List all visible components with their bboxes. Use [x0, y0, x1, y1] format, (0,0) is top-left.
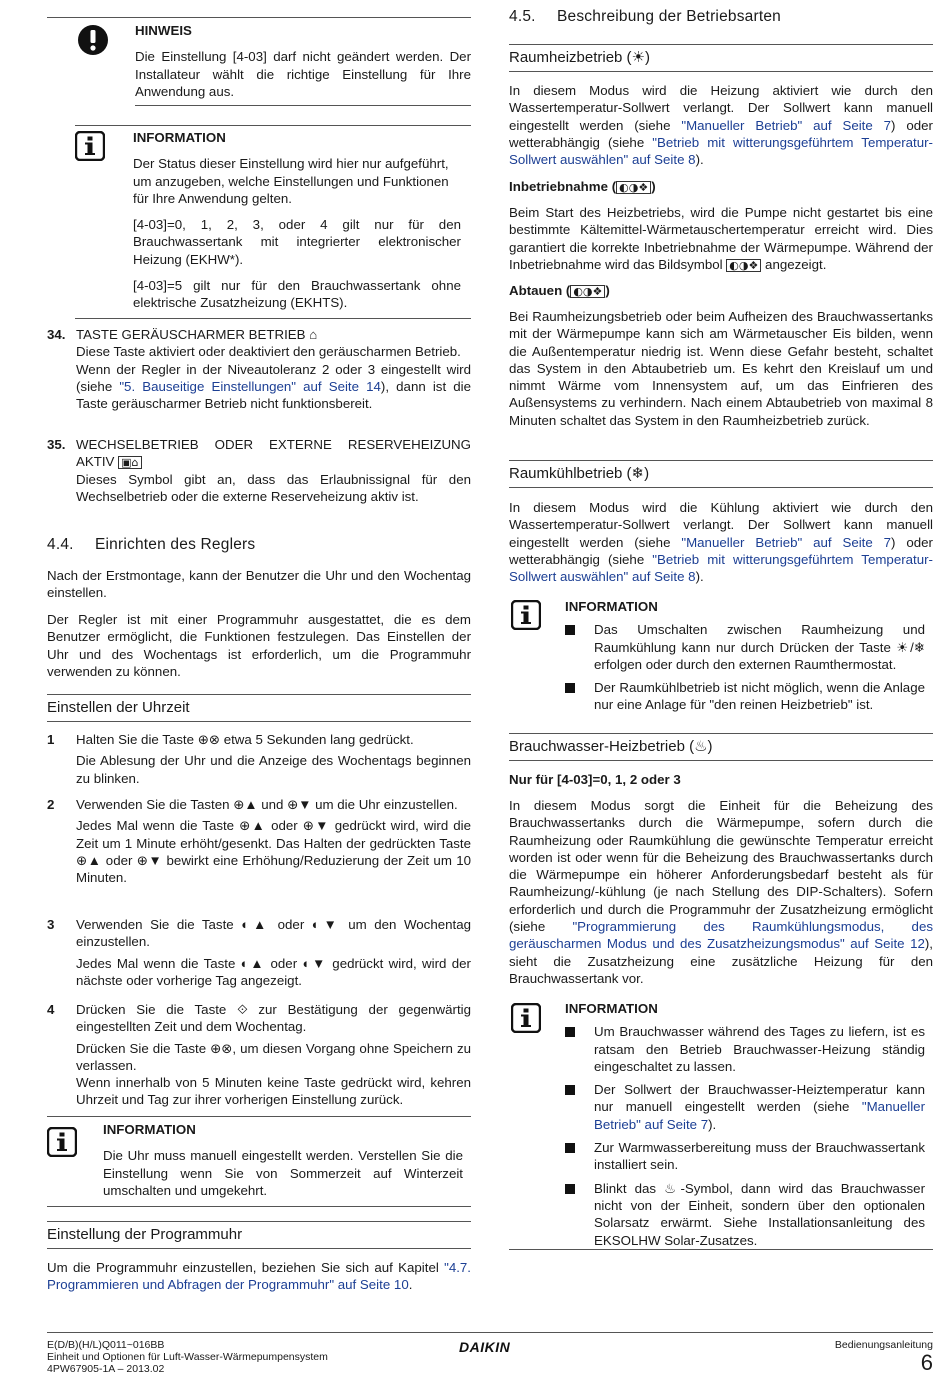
- paragraph-text: ) oder wetterabhängig (siehe: [509, 117, 933, 150]
- divider: [135, 105, 471, 106]
- info-icon: [75, 131, 105, 161]
- hinweis-title: HINWEIS: [135, 23, 192, 38]
- paragraph: [509, 797, 933, 987]
- item-title: TASTE GERÄUSCHARMER BETRIEB: [76, 327, 306, 342]
- step-text: Verwenden Sie die Tasten ⊕▲ und ⊕▼ um die Uhr einzustellen.: [76, 797, 458, 812]
- paragraph-text: ) oder wetterabhängig (siehe: [509, 534, 933, 567]
- info-title: INFORMATION: [103, 1122, 196, 1137]
- info-note-dhw: [509, 1000, 933, 1249]
- info-icon: [47, 1127, 77, 1157]
- hinweis-note: [47, 22, 471, 100]
- info-icon: [511, 1003, 541, 1033]
- link-field-settings[interactable]: "5. Bauseitige Einstellungen" auf Seite 14: [119, 378, 381, 394]
- footer-model: E(D/B)(H/L)Q011~016BB: [47, 1339, 165, 1351]
- info-paragraph: [4-03]=0, 1, 2, 3, oder 4 gilt nur für den Brauchwassertank mit integrierter elektronischer Heizung (EKHW*).: [133, 217, 461, 267]
- paragraph-text: In diesem Modus sorgt die Einheit für die Beheizung des Brauchwassertanks durch die Wärmepumpe, sofern durch die Raumheizung oder Raumkühlung die gewünschte Temperatur erreicht worden ist oder wenn für die Beheizung des Brauchwassertanks durch die Wärmepumpe ein höherer Anforderungsbedarf besteht als für Raumheizung/-kühlung (je nach Stellung des DIP-Schalters). Sofern erforderlich und durch die Programmuhr der Zusatzheizung ermöglicht (siehe: [509, 798, 933, 935]
- divider: [75, 125, 471, 126]
- subtitle-dhw-condition: Nur für [4-03]=0, 1, 2 oder 3: [509, 772, 681, 787]
- step-1: [47, 731, 471, 787]
- exclamation-icon: [77, 24, 109, 56]
- link-weather-dependent[interactable]: "Betrieb mit witterungsgeführtem Temperatur-Sollwert auswählen" auf Seite 8: [509, 134, 933, 168]
- item-title: WECHSELBETRIEB ODER EXTERNE RESERVEHEIZUNG AKTIV: [76, 437, 471, 470]
- step-number: 2: [47, 797, 55, 812]
- page-footer: [47, 1332, 933, 1375]
- paragraph-text: In diesem Modus wird die Kühlung aktiviert wie durch den Wassertemperatur-Sollwert verlangt. Der Sollwert kann manuell eingestellt werden (siehe: [509, 500, 933, 550]
- divider: [47, 1206, 471, 1207]
- paragraph-text: ).: [695, 569, 704, 585]
- info-note-setting-status: [75, 129, 471, 312]
- step-text: Die Ablesung der Uhr und die Anzeige des Wochentags beginnen zu blinken.: [76, 753, 471, 786]
- subtitle-text: Inbetriebnahme (: [509, 179, 617, 194]
- section-number: 4.4.: [47, 536, 74, 553]
- link-manual-operation[interactable]: "Manueller Betrieb" auf Seite 7: [681, 534, 892, 550]
- bullet-item: [565, 1081, 925, 1133]
- info-note-cooling: [509, 598, 933, 714]
- item-text: Diese Taste aktiviert oder deaktiviert den geräuscharmen Betrieb.: [76, 344, 461, 360]
- paragraph: Nach der Erstmontage, kann der Benutzer die Uhr und den Wochentag einstellen.: [47, 568, 471, 601]
- bullet-text: Der Sollwert der Brauchwasser-Heiztemperatur kann nur manuell eingestellt werden (siehe: [594, 1082, 925, 1115]
- paragraph: Bei Raumheizungsbetrieb oder beim Aufheizen des Brauchwassertanks mit der Wärmepumpe kann sich am Wärmetauscher Eis bilden, wenn die Außentemperatur niedrig ist. Wenn diese Gefahr besteht, schaltet das System in den Abtaubetrieb um. Es kehrt den Kreislauf um und nimmt Wärme vom Innensystem auf, um das Einfrieren des Außensystems zu verhindern. Nach einem Abtaubetrieb von maximal 8 Minuten schaltet das System in den Raumheizbetrieb zurück.: [509, 309, 933, 428]
- item-35: [47, 436, 471, 505]
- info-note-clock: [47, 1121, 471, 1199]
- link-manual-operation[interactable]: "Manueller Betrieb" auf Seite 7: [594, 1099, 925, 1132]
- paragraph-text: .: [408, 1277, 413, 1293]
- bullet-text: ).: [708, 1116, 717, 1132]
- paragraph: [509, 82, 933, 168]
- step-text: Wenn innerhalb von 5 Minuten keine Taste gedrückt wird, kehren Uhrzeit und Tag zur ihrer vorherigen Einstellung zurück.: [76, 1075, 471, 1108]
- step-number: 3: [47, 917, 55, 932]
- paragraph-text: ).: [695, 152, 704, 168]
- hinweis-text: Die Einstellung [4-03] darf nicht geändert werden. Der Installateur wählt die richtige Einstellung für Ihre Anwendung aus.: [135, 49, 471, 99]
- divider: [509, 1249, 933, 1250]
- subheading-timer: Einstellung der Programmuhr: [47, 1221, 471, 1249]
- link-programming-modes[interactable]: "Programmierung des Raumkühlungsmodus, des geräuscharmen Modus und des Zusatzheizungsmodus" auf Seite 12: [509, 919, 933, 952]
- paragraph-text: Beim Start des Heizbetriebs, wird die Pumpe nicht gestartet bis eine bestimmte Kältemittel-Wärmetauschertemperatur erreicht wird. Dies garantiert die korrekte Inbetriebnahme der Wärmepumpe. Während der Inbetriebnahme wird das Bildsymbol: [509, 205, 933, 272]
- section-title: Beschreibung der Betriebsarten: [557, 8, 781, 25]
- step-2: [47, 796, 471, 886]
- link-programming-timer[interactable]: "4.7. Programmieren und Abfragen der Programmuhr" auf Seite 10: [47, 1260, 471, 1293]
- subheading-space-heating: Raumheizbetrieb (☀): [509, 44, 933, 72]
- footer-doc-number: 4PW67905-1A – 2013.02: [47, 1363, 165, 1375]
- bullet-item: Blinkt das ♨-Symbol, dann wird das Brauchwasser nicht von der Einheit, sondern über den optionalen Solarsatz erwärmt. Siehe Installationsanleitung des EKSOLHW Solar-Zusatzes.: [565, 1180, 925, 1249]
- daikin-logo: DAIKIN: [459, 1339, 511, 1355]
- paragraph-text: In diesem Modus wird die Heizung aktiviert wie durch den Wassertemperatur-Sollwert verlangt. Der Sollwert kann manuell eingestellt werden (siehe: [509, 83, 933, 133]
- paragraph-text: angezeigt.: [761, 256, 827, 272]
- bullet-item: Der Raumkühlbetrieb ist nicht möglich, wenn die Anlage nur eine Anlage für "den reinen Heizbetrieb" ist.: [565, 679, 925, 714]
- step-text: Jedes Mal wenn die Taste ⊕▲ oder ⊕▼ gedrückt wird, wird die Zeit um 1 Minute erhöht/gesenkt. Das Halten der gedrückten Taste ⊕▲ oder ⊕▼ bewirkt eine Erhöhung/Reduzierung der Zeit um 10 Minuten.: [76, 818, 471, 886]
- footer-description: Einheit und Optionen für Luft-Wasser-Wärmepumpensystem: [47, 1351, 328, 1363]
- paragraph: [509, 499, 933, 585]
- startup-icon: ◐◑❖: [616, 181, 651, 194]
- paragraph: [509, 204, 933, 273]
- bullet-item: Um Brauchwasser während des Tages zu liefern, ist es ratsam den Betrieb Brauchwasser-Heizung ständig eingeschaltet zu lassen.: [565, 1023, 925, 1075]
- section-heading: [47, 536, 471, 553]
- info-title: INFORMATION: [133, 130, 226, 145]
- info-title: INFORMATION: [565, 599, 658, 614]
- step-number: 4: [47, 1002, 55, 1017]
- subheading-domestic-hot-water: Brauchwasser-Heizbetrieb (♨): [509, 733, 933, 761]
- paragraph: Der Regler ist mit einer Programmuhr ausgestattet, die es dem Benutzer ermöglicht, die Funktionen festzulegen. Das Einstellen der Uhr und des Wochentags ist erforderlich, um die Programmuhr verwenden zu können.: [47, 612, 471, 679]
- divider: [75, 318, 471, 319]
- page-number: 6: [920, 1350, 933, 1375]
- step-text: Halten Sie die Taste ⊕⊗ etwa 5 Sekunden lang gedrückt.: [76, 732, 414, 747]
- item-number: 35.: [47, 437, 66, 452]
- step-text: Drücken Sie die Taste ⊕⊗, um diesen Vorgang ohne Speichern zu verlassen.: [76, 1040, 471, 1073]
- item-text: Wenn der Regler in der Niveautoleranz 2 oder 3 eingestellt wird (siehe: [76, 361, 471, 394]
- quiet-mode-icon: ⌂: [309, 327, 318, 342]
- subheading-clock: Einstellen der Uhrzeit: [47, 694, 471, 722]
- backup-heater-icon: ▣⌂: [118, 456, 141, 469]
- footer-manual-title: Bedienungsanleitung: [834, 1339, 933, 1351]
- step-text: Jedes Mal wenn die Taste ◐▲ oder ◐▼ gedrückt wird, wird der nächste oder vorherige Tag angezeigt.: [76, 955, 471, 988]
- section-title: Einrichten des Reglers: [95, 536, 256, 553]
- info-title: INFORMATION: [565, 1001, 658, 1016]
- paragraph: [47, 1259, 471, 1294]
- item-number: 34.: [47, 327, 66, 342]
- step-text: Verwenden Sie die Taste ◐▲ oder ◐▼ um den Wochentag einzustellen.: [76, 917, 471, 950]
- divider: [47, 17, 471, 18]
- item-text: Dieses Symbol gibt an, dass das Erlaubnissignal für den Wechselbetrieb oder die externe Reserveheizung aktiv ist.: [76, 471, 471, 504]
- defrost-icon: ◐◑❖: [570, 285, 605, 298]
- step-4: [47, 1001, 471, 1109]
- link-manual-operation[interactable]: "Manueller Betrieb" auf Seite 7: [681, 117, 892, 133]
- info-paragraph: Der Status dieser Einstellung wird hier nur aufgeführt, um anzugeben, welche Einstellungen und Funktionen für Ihre Anwendung gelten.: [133, 156, 449, 206]
- divider: [47, 1116, 471, 1117]
- paragraph-text: Um die Programmuhr einzustellen, beziehen Sie sich auf Kapitel: [47, 1260, 445, 1275]
- subtitle-defrost: Abtauen ( ◐◑❖ ): [509, 283, 610, 298]
- startup-icon: ◐◑❖: [726, 259, 761, 272]
- info-paragraph: [4-03]=5 gilt nur für den Brauchwassertank ohne elektrische Zusatzheizung (EKHTS).: [133, 278, 461, 311]
- subtitle-startup: Inbetriebnahme ( ◐◑❖ ): [509, 179, 656, 194]
- item-34: [47, 326, 471, 412]
- subtitle-text: Abtauen (: [509, 283, 571, 298]
- section-number: 4.5.: [509, 8, 536, 25]
- item-text: ), dann ist die Taste geräuscharmer Betrieb nicht funktionsbereit.: [76, 378, 471, 412]
- section-heading: [509, 8, 933, 25]
- step-3: [47, 916, 471, 989]
- step-text: Drücken Sie die Taste ⟐ zur Bestätigung der gegenwärtig eingestellten Zeit und dem Wochentag.: [76, 1002, 471, 1035]
- info-icon: [511, 600, 541, 630]
- paragraph-text: ), sieht die Zusatzheizung eine zusätzliche Heizung für den Brauchwassertank vor.: [509, 936, 933, 986]
- step-number: 1: [47, 732, 55, 747]
- subheading-space-cooling: Raumkühlbetrieb (❄): [509, 460, 933, 488]
- bullet-item: Das Umschalten zwischen Raumheizung und Raumkühlung kann nur durch Drücken der Taste ☀/❄ erfolgen oder durch den externen Raumthermostat.: [565, 621, 925, 673]
- info-paragraph: Die Uhr muss manuell eingestellt werden. Verstellen Sie die Einstellung wenn Sie von Sommerzeit auf Winterzeit umschalten und umgekehrt.: [103, 1148, 463, 1198]
- bullet-item: Zur Warmwasserbereitung muss der Brauchwassertank installiert sein.: [565, 1139, 925, 1174]
- link-weather-dependent[interactable]: "Betrieb mit witterungsgeführtem Temperatur-Sollwert auswählen" auf Seite 8: [509, 551, 933, 585]
